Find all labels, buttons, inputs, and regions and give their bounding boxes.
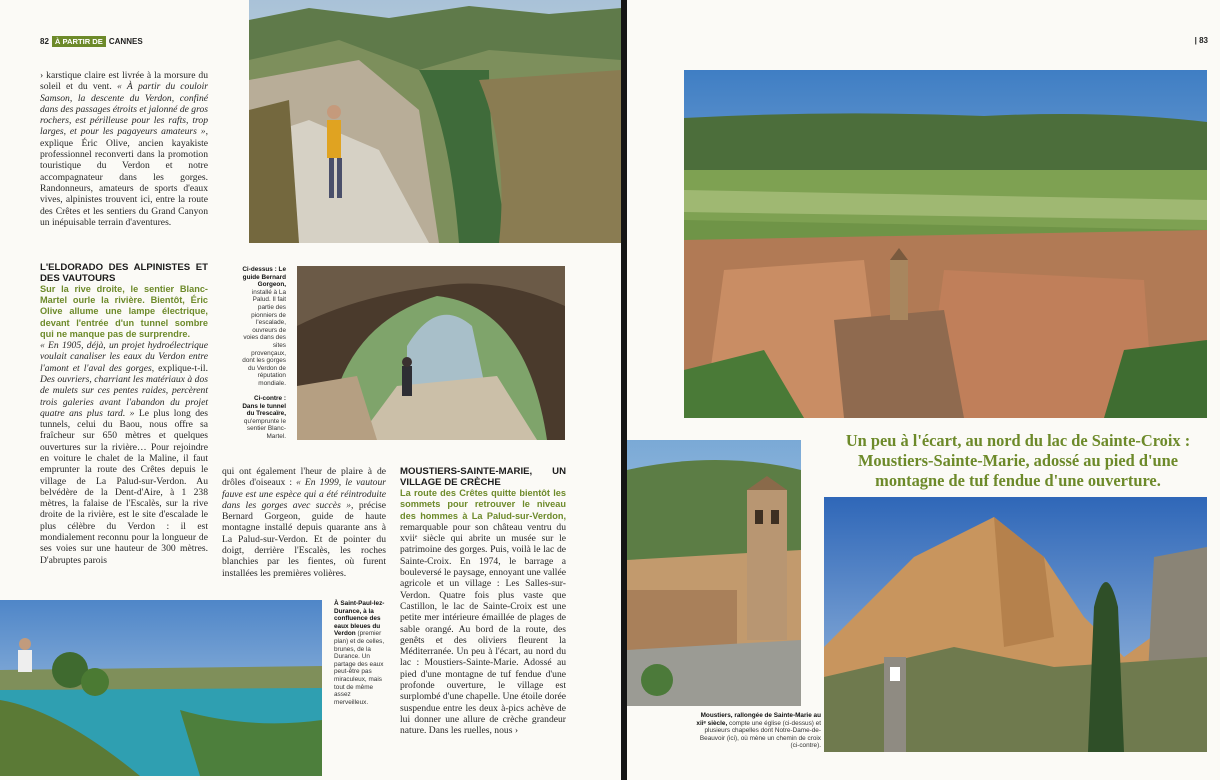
caption-tunnel-bold: Ci-contre : Dans le tunnel du Trescaïre, <box>242 395 286 418</box>
church-tower-image <box>627 440 801 706</box>
right-folio: | 83 <box>1194 36 1208 45</box>
chapel-rock-image <box>824 497 1207 752</box>
c2-run-2: , précise Bernard Gorgeon, guide de haute montagne installé depuis quarante ans à La Palud-sur-Verdon. Et de pointer du doigt, derrière l'Escalès, les roches blanchies par les fientes, où furent installées les premières volières. <box>222 499 386 579</box>
church-tower-photo <box>627 440 801 706</box>
caption-guide-text: installé à La Palud. Il fait partie des pionniers de l'escalade, ouvreurs de voies dans des sites provençaux, dont les gorges du Verdon de réputation mondiale. <box>242 288 286 387</box>
s1-run-3: Le plus long des tunnels, celui du Baou, nous offre sa fraîcheur sur 650 mètres et quelques ouvertures sur la rivière… Pour rejoindre en voiture le chalet de la Maline, il faut emprunter la route des Crêtes depuis le village de La Palud-sur-Verdon. Au belvédère de la Dent-d'Aire, à 1 238 mètres, la falaise de l'Escalès, sur la rive droite de la rivière, est le site d'escalade le plus célèbre du Verdon : il est mondialement reconnu pour la longueur de ses voies sur une hauteur de 300 mètres. D'abruptes parois <box>40 407 208 566</box>
village-aerial-photo <box>684 70 1207 418</box>
left-folio <box>40 36 143 47</box>
s2-run-0: remarquable pour son château ventru du xviiᵉ siècle qui abrite un musée sur le patrimoine des gorges. Puis, voilà le lac de Sainte-Croix. En 1974, le barrage a bouleversé le paysage, ennoyant une vallée agricole et un village : Les Salles-sur-Verdon. Quatre fois plus vaste que Castillon, le lac de Sainte-Croix est une petite mer intérieure émaillée de plages de sable orangé. Au bord de la route, des genêts et des oliviers fleurent la Méditerranée. Un peu à l'écart, au nord du lac : Moustiers-Sainte-Marie. Adossé au pied d'une montagne de tuf fendue d'une profonde ouverture, le village est surplombé d'une chapelle. Une étoile dorée suspendue entre les deux à-pics achève de lui donner une allure de crèche grandeur nature. Dans les ruelles, nous › <box>400 521 566 737</box>
caption-river-bold: À Saint-Paul-lez-Durance, à la confluence des eaux bleues du Verdon <box>334 600 385 638</box>
intro-run-0: › karstique claire est livrée à la morsure du soleil et du vent. <box>40 70 208 93</box>
section-heading-eldorado: L'ELDORADO DES ALPINISTES ET DES VAUTOURS <box>40 262 208 284</box>
section-heading-moustiers: MOUSTIERS-SAINTE-MARIE, UN VILLAGE DE CRÈCHE <box>400 466 566 488</box>
caption-guide-bold: Ci-dessus : Le guide Bernard Gorgeon, <box>242 266 286 289</box>
village-aerial-image <box>684 70 1207 418</box>
chapel-rock-photo <box>824 497 1207 752</box>
c2-run-0: qui ont également l'heur de plaire à de drôles d'oiseaux : <box>222 466 386 489</box>
caption-tunnel-text: qu'emprunte le sentier Blanc-Martel. <box>243 417 286 441</box>
caption-moustiers <box>693 712 821 750</box>
hiker-canyon-photo <box>249 0 621 243</box>
section-lead-eldorado: Sur la rive droite, le sentier Blanc-Martel ourle la rivière. Bientôt, Éric Olive allume une lampe électrique, devant l'entrée d'un tunnel sombre qui ne manque pas de surprendre. <box>40 284 208 339</box>
s1-run-0: « En 1905, déjà, un projet hydroélectrique voulait canaliser les eaux du Verdon entre l'amont et l'aval des gorges <box>40 340 208 374</box>
intro-run-1: « À partir du couloir Samson, la descente du Verdon, confiné dans des passages étroits et jalonné de gros rochers, est périlleuse pour les rafts, trop larges, et pour les pagayeurs amateurs » <box>40 81 209 138</box>
caption-moustiers-text: compte une église (ci-dessus) et plusieurs chapelles dont Notre-Dame-de-Beauvoir (ici), où mène un chemin de croix (ci-contre). <box>699 719 821 750</box>
hiker-canyon-image <box>249 0 621 243</box>
intro-text <box>40 70 208 228</box>
caption-river <box>334 600 386 706</box>
caption-river-text: (premier plan) et de celles, brunes, de la Durance. Un partage des eaux peut-être pas miraculeux, mais tout de même assez merveilleux. <box>334 630 385 706</box>
tunnel-photo <box>297 266 565 440</box>
page-number-right: 83 <box>1199 36 1208 45</box>
intro-run-2: , explique Éric Olive, ancien kayakiste professionnel reconverti dans la promotion touristique du Verdon et notre accompagnateur dans les gorges. Randonneurs, amateurs de sports d'eaux vives, alpinistes trouvent ici, entre la route des Crêtes et les sentiers du Grand Canyon un inépuisable terrain d'aventures. <box>40 126 208 228</box>
section-eldorado <box>40 262 208 566</box>
river-image <box>0 600 322 776</box>
caption-guide <box>238 266 286 441</box>
s1-run-1: , explique-t-il. <box>151 362 208 374</box>
page-number-left: 82 <box>40 37 49 46</box>
section-moustiers <box>400 466 566 737</box>
section-lead-moustiers: La route des Crêtes quitte bientôt les sommets pour retrouver le niveau des hommes à La Palud-sur-Verdon, <box>400 488 566 521</box>
tunnel-image <box>297 266 565 440</box>
right-page <box>627 0 1220 780</box>
column2-text <box>222 466 386 579</box>
c2-run-1: « En 1999, le vautour fauve est une espèce qui a été réintroduite dans les gorges avec succès » <box>222 477 386 511</box>
s1-run-2: Des ouvriers, charriant les matériaux à dos de mulets sur ces pentes raides, percèrent trois galeries avant l'abandon du projet quatre ans plus tard. » <box>40 373 208 419</box>
pull-quote: Un peu à l'écart, au nord du lac de Sainte-Croix : Moustiers-Sainte-Marie, adossé au pied d'une montagne de tuf fendue d'une ouverture. <box>845 431 1191 490</box>
folio-tag: À PARTIR DE <box>52 36 106 47</box>
folio-city: CANNES <box>108 37 143 46</box>
river-photo <box>0 600 322 776</box>
caption-moustiers-bold: Moustiers, rallongée de Sainte-Marie au xiiᵉ siècle, <box>696 712 821 727</box>
